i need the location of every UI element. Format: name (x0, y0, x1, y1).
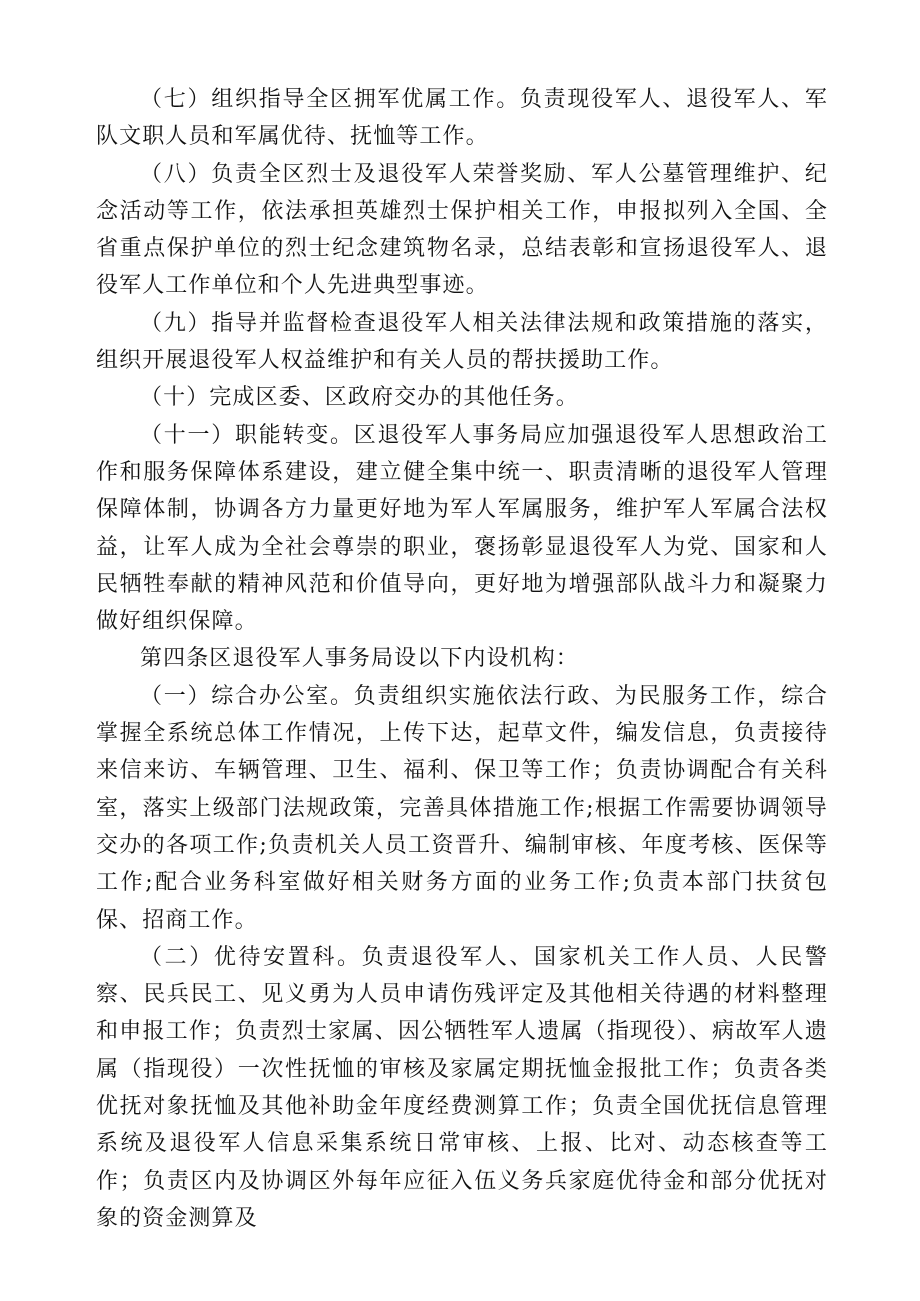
paragraph-article-8: （八）负责全区烈士及退役军人荣誉奖励、军人公墓管理维护、纪念活动等工作，依法承担英雄烈士保护相关工作，申报拟列入全国、全省重点保护单位的烈士纪念建筑物名录，总结表彰和宣扬退役军人、退役军人工作单位和个人先进典型事迹。 (96, 161, 828, 299)
paragraph-office: （一）综合办公室。负责组织实施依法行政、为民服务工作，综合掌握全系统总体工作情况，上传下达，起草文件，编发信息，负责接待来信来访、车辆管理、卫生、福利、保卫等工作；负责协调配合有关科室，落实上级部门法规政策，完善具体措施工作;根据工作需要协调领导交办的各项工作;负责机关人员工资晋升、编制审核、年度考核、医保等工作;配合业务科室做好相关财务方面的业务工作;负责本部门扶贫包保、招商工作。 (96, 683, 828, 933)
paragraph-article-7: （七）组织指导全区拥军优属工作。负责现役军人、退役军人、军队文职人员和军属优待、抚恤等工作。 (96, 87, 828, 150)
paragraph-article-10: （十）完成区委、区政府交办的其他任务。 (140, 385, 579, 411)
paragraph-article-11: （十一）职能转变。区退役军人事务局应加强退役军人思想政治工作和服务保障体系建设，建立健全集中统一、职责清晰的退役军人管理保障体制，协调各方力量更好地为军人军属服务，维护军人军属合法权益，让军人成为全社会尊崇的职业，褒扬彰显退役军人为党、国家和人民牺牲奉献的精神风范和价值导向，更好地为增强部队战斗力和凝聚力做好组织保障。 (96, 422, 828, 635)
document-page (96, 81, 828, 1237)
paragraph-article-9: （九）指导并监督检查退役军人相关法律法规和政策措施的落实，组织开展退役军人权益维护和有关人员的帮扶援助工作。 (96, 310, 828, 374)
paragraph-placement-section: （二）优待安置科。负责退役军人、国家机关工作人员、人民警察、民兵民工、见义勇为人员申请伤残评定及其他相关待遇的材料整理和申报工作；负责烈士家属、因公牺牲军人遗属（指现役）、病故军人遗属（指现役）一次性抚恤的审核及家属定期抚恤金报批工作；负责各类优抚对象抚恤及其他补助金年度经费测算工作；负责全国优抚信息管理系统及退役军人信息采集系统日常审核、上报、比对、动态核查等工作；负责区内及协调区外每年应征入伍义务兵家庭优待金和部分优抚对象的资金测算及 (96, 944, 828, 1231)
paragraph-section-4-heading: 第四条区退役军人事务局设以下内设机构： (140, 646, 579, 672)
